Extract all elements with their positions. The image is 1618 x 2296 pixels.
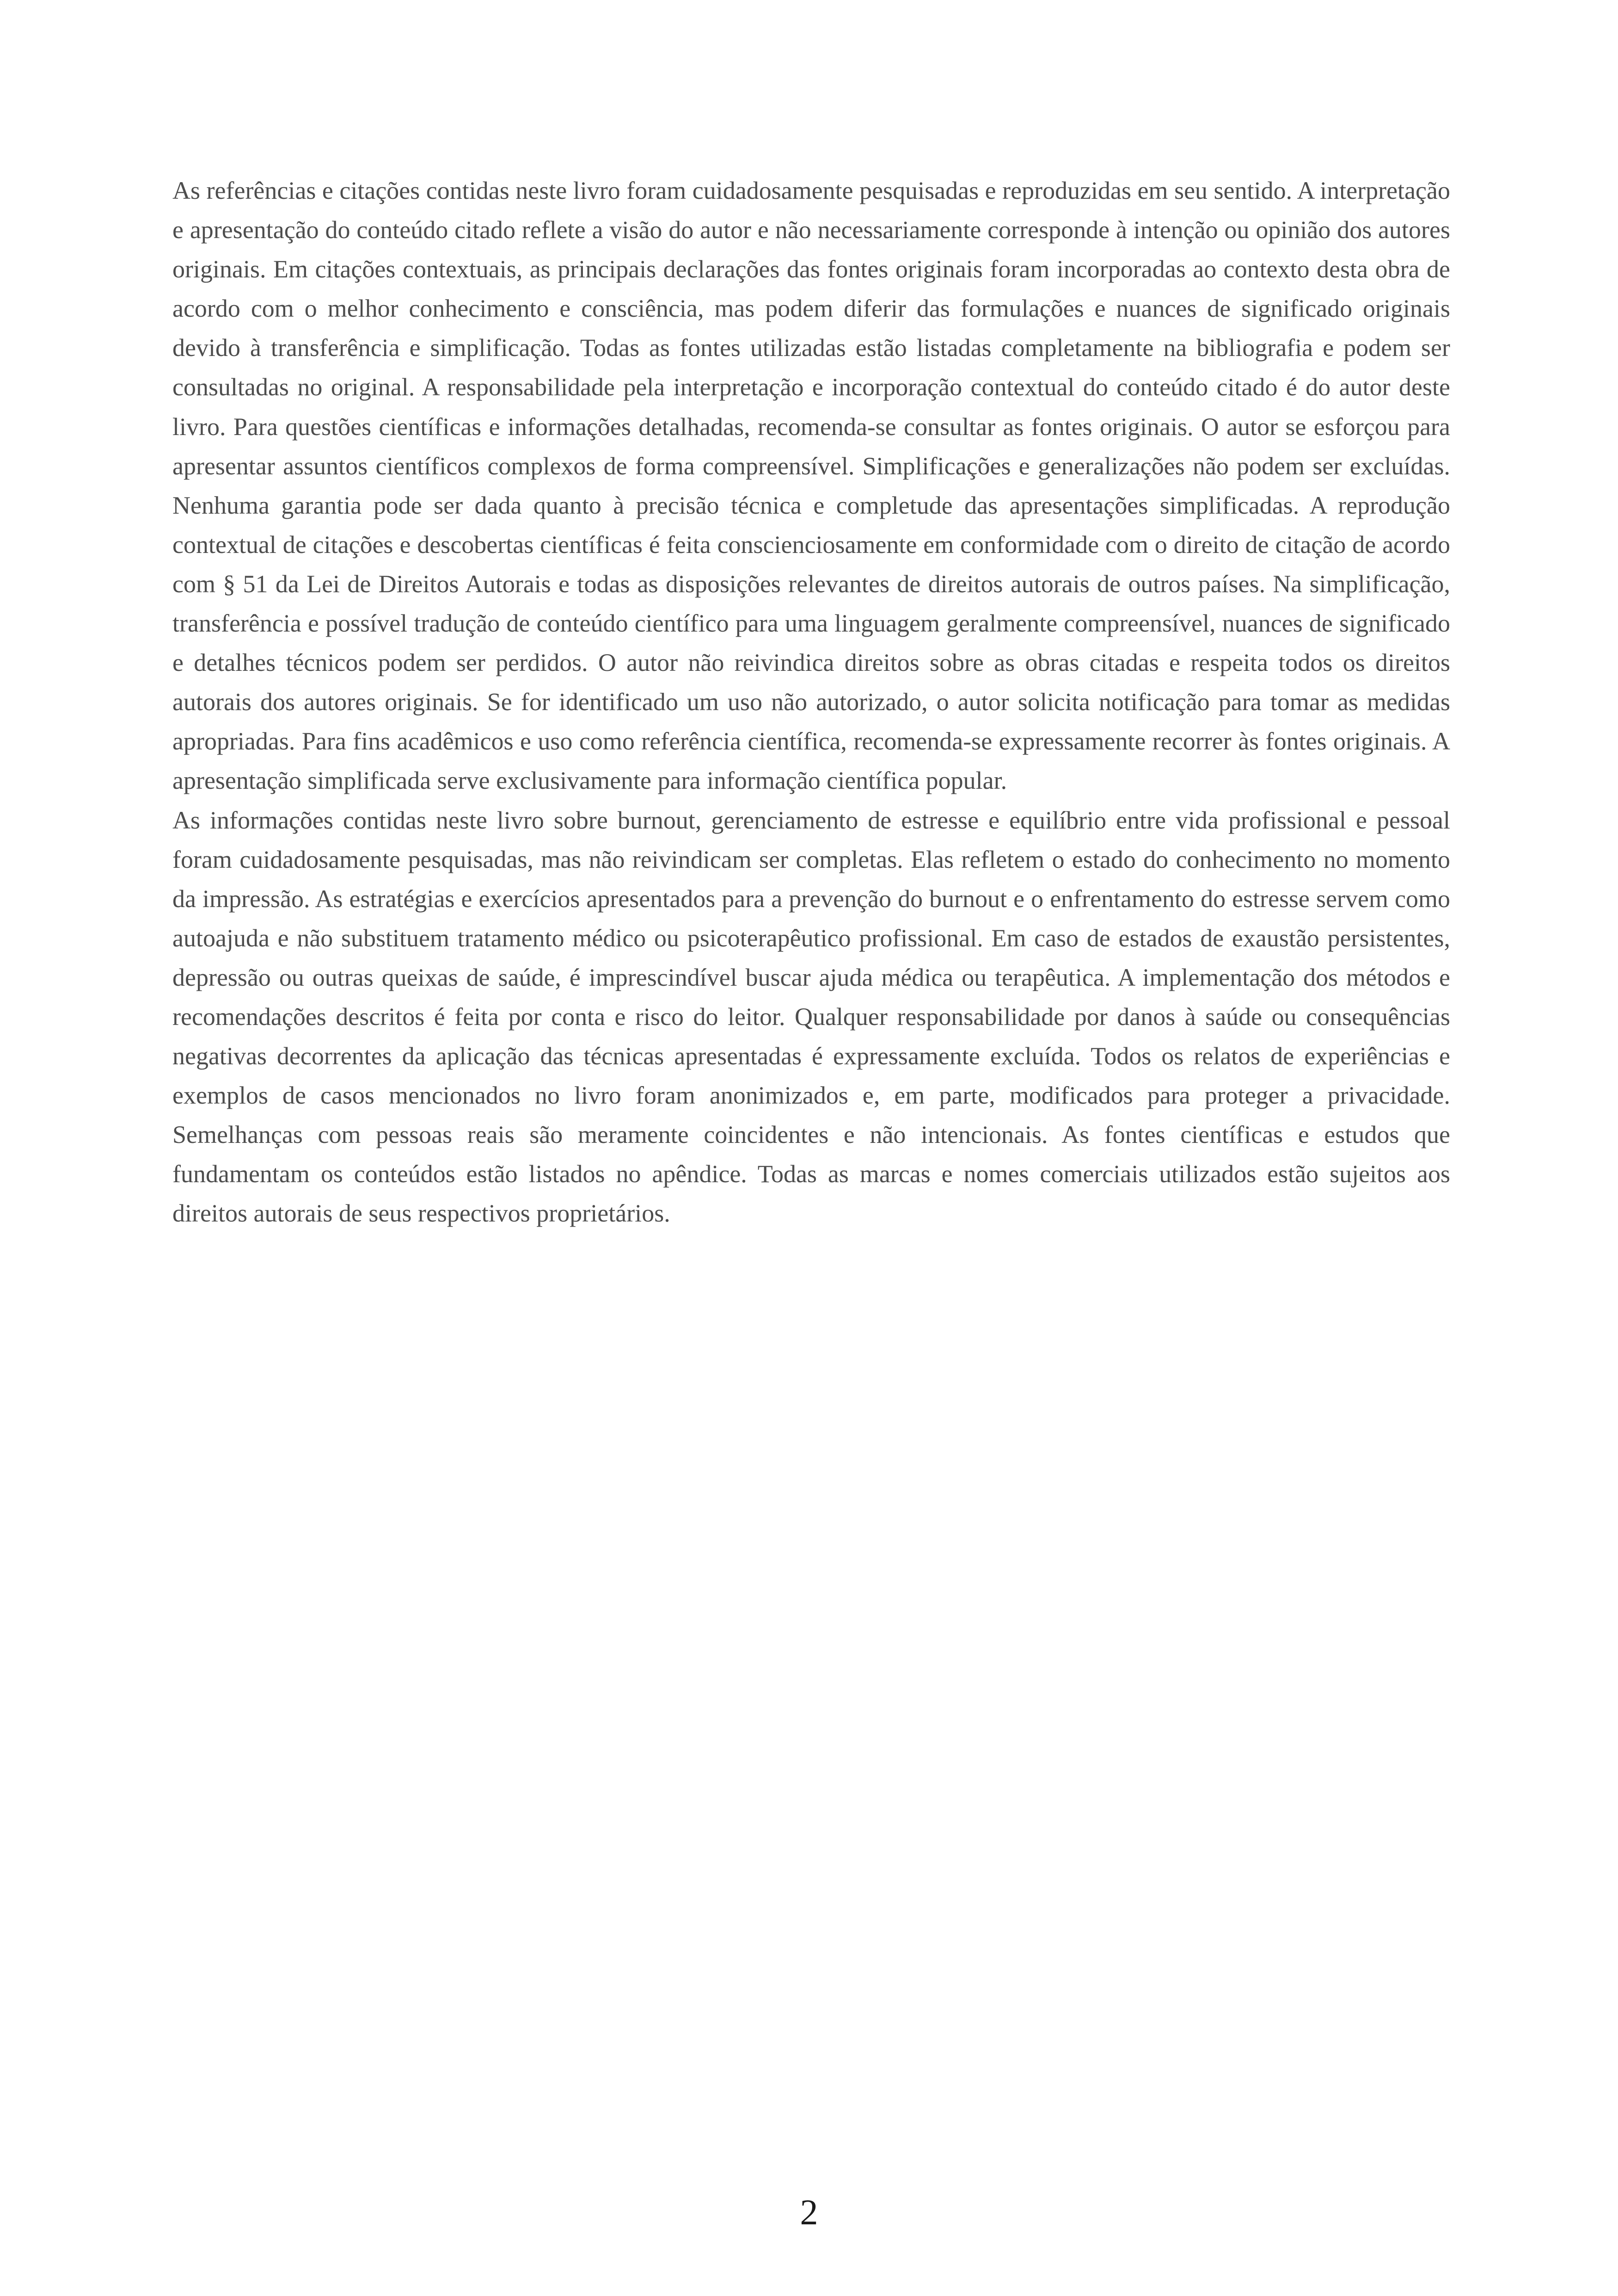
body-text [172, 171, 1450, 1234]
paragraph-health-disclaimer: As informações contidas neste livro sobre burnout, gerenciamento de estresse e equilíbrio entre vida profissional e pessoal foram cuidadosamente pesquisadas, mas não reivindicam ser completas. Elas refletem o estado do conhecimento no momento da impressão. As estratégias e exercícios apresentados para a prevenção do burnout e o enfrentamento do estresse servem como autoajuda e não substituem tratamento médico ou psicoterapêutico profissional. Em caso de estados de exaustão persistentes, depressão ou outras queixas de saúde, é imprescindível buscar ajuda médica ou terapêutica. A implementação dos métodos e recomendações descritos é feita por conta e risco do leitor. Qualquer responsabilidade por danos à saúde ou consequências negativas decorrentes da aplicação das técnicas apresentadas é expressamente excluída. Todos os relatos de experiências e exemplos de casos mencionados no livro foram anonimizados e, em parte, modificados para proteger a privacidade. Semelhanças com pessoas reais são meramente coincidentes e não intencionais. As fontes científicas e estudos que fundamentam os conteúdos estão listados no apêndice. Todas as marcas e nomes comerciais utilizados estão sujeitos aos direitos autorais de seus respectivos proprietários. [172, 806, 1450, 1228]
page-number: 2 [800, 2192, 818, 2232]
paragraph-citation-disclaimer: As referências e citações contidas neste livro foram cuidadosamente pesquisadas e reproduzidas em seu sentido. A interpretação e apresentação do conteúdo citado reflete a visão do autor e não necessariamente corresponde à intenção ou opinião dos autores originais. Em citações contextuais, as principais declarações das fontes originais foram incorporadas ao contexto desta obra de acordo com o melhor conhecimento e consciência, mas podem diferir das formulações e nuances de significado originais devido à transferência e simplificação. Todas as fontes utilizadas estão listadas completamente na bibliografia e podem ser consultadas no original. A responsabilidade pela interpretação e incorporação contextual do conteúdo citado é do autor deste livro. Para questões científicas e informações detalhadas, recomenda-se consultar as fontes originais. O autor se esforçou para apresentar assuntos científicos complexos de forma compreensível. Simplificações e generalizações não podem ser excluídas. Nenhuma garantia pode ser dada quanto à precisão técnica e completude das apresentações simplificadas. A reprodução contextual de citações e descobertas científicas é feita conscienciosamente em conformidade com o direito de citação de acordo com § 51 da Lei de Direitos Autorais e todas as disposições relevantes de direitos autorais de outros países. Na simplificação, transferência e possível tradução de conteúdo científico para uma linguagem geralmente compreensível, nuances de significado e detalhes técnicos podem ser perdidos. O autor não reivindica direitos sobre as obras citadas e respeita todos os direitos autorais dos autores originais. Se for identificado um uso não autorizado, o autor solicita notificação para tomar as medidas apropriadas. Para fins acadêmicos e uso como referência científica, recomenda-se expressamente recorrer às fontes originais. A apresentação simplificada serve exclusivamente para informação científica popular. [172, 177, 1450, 795]
